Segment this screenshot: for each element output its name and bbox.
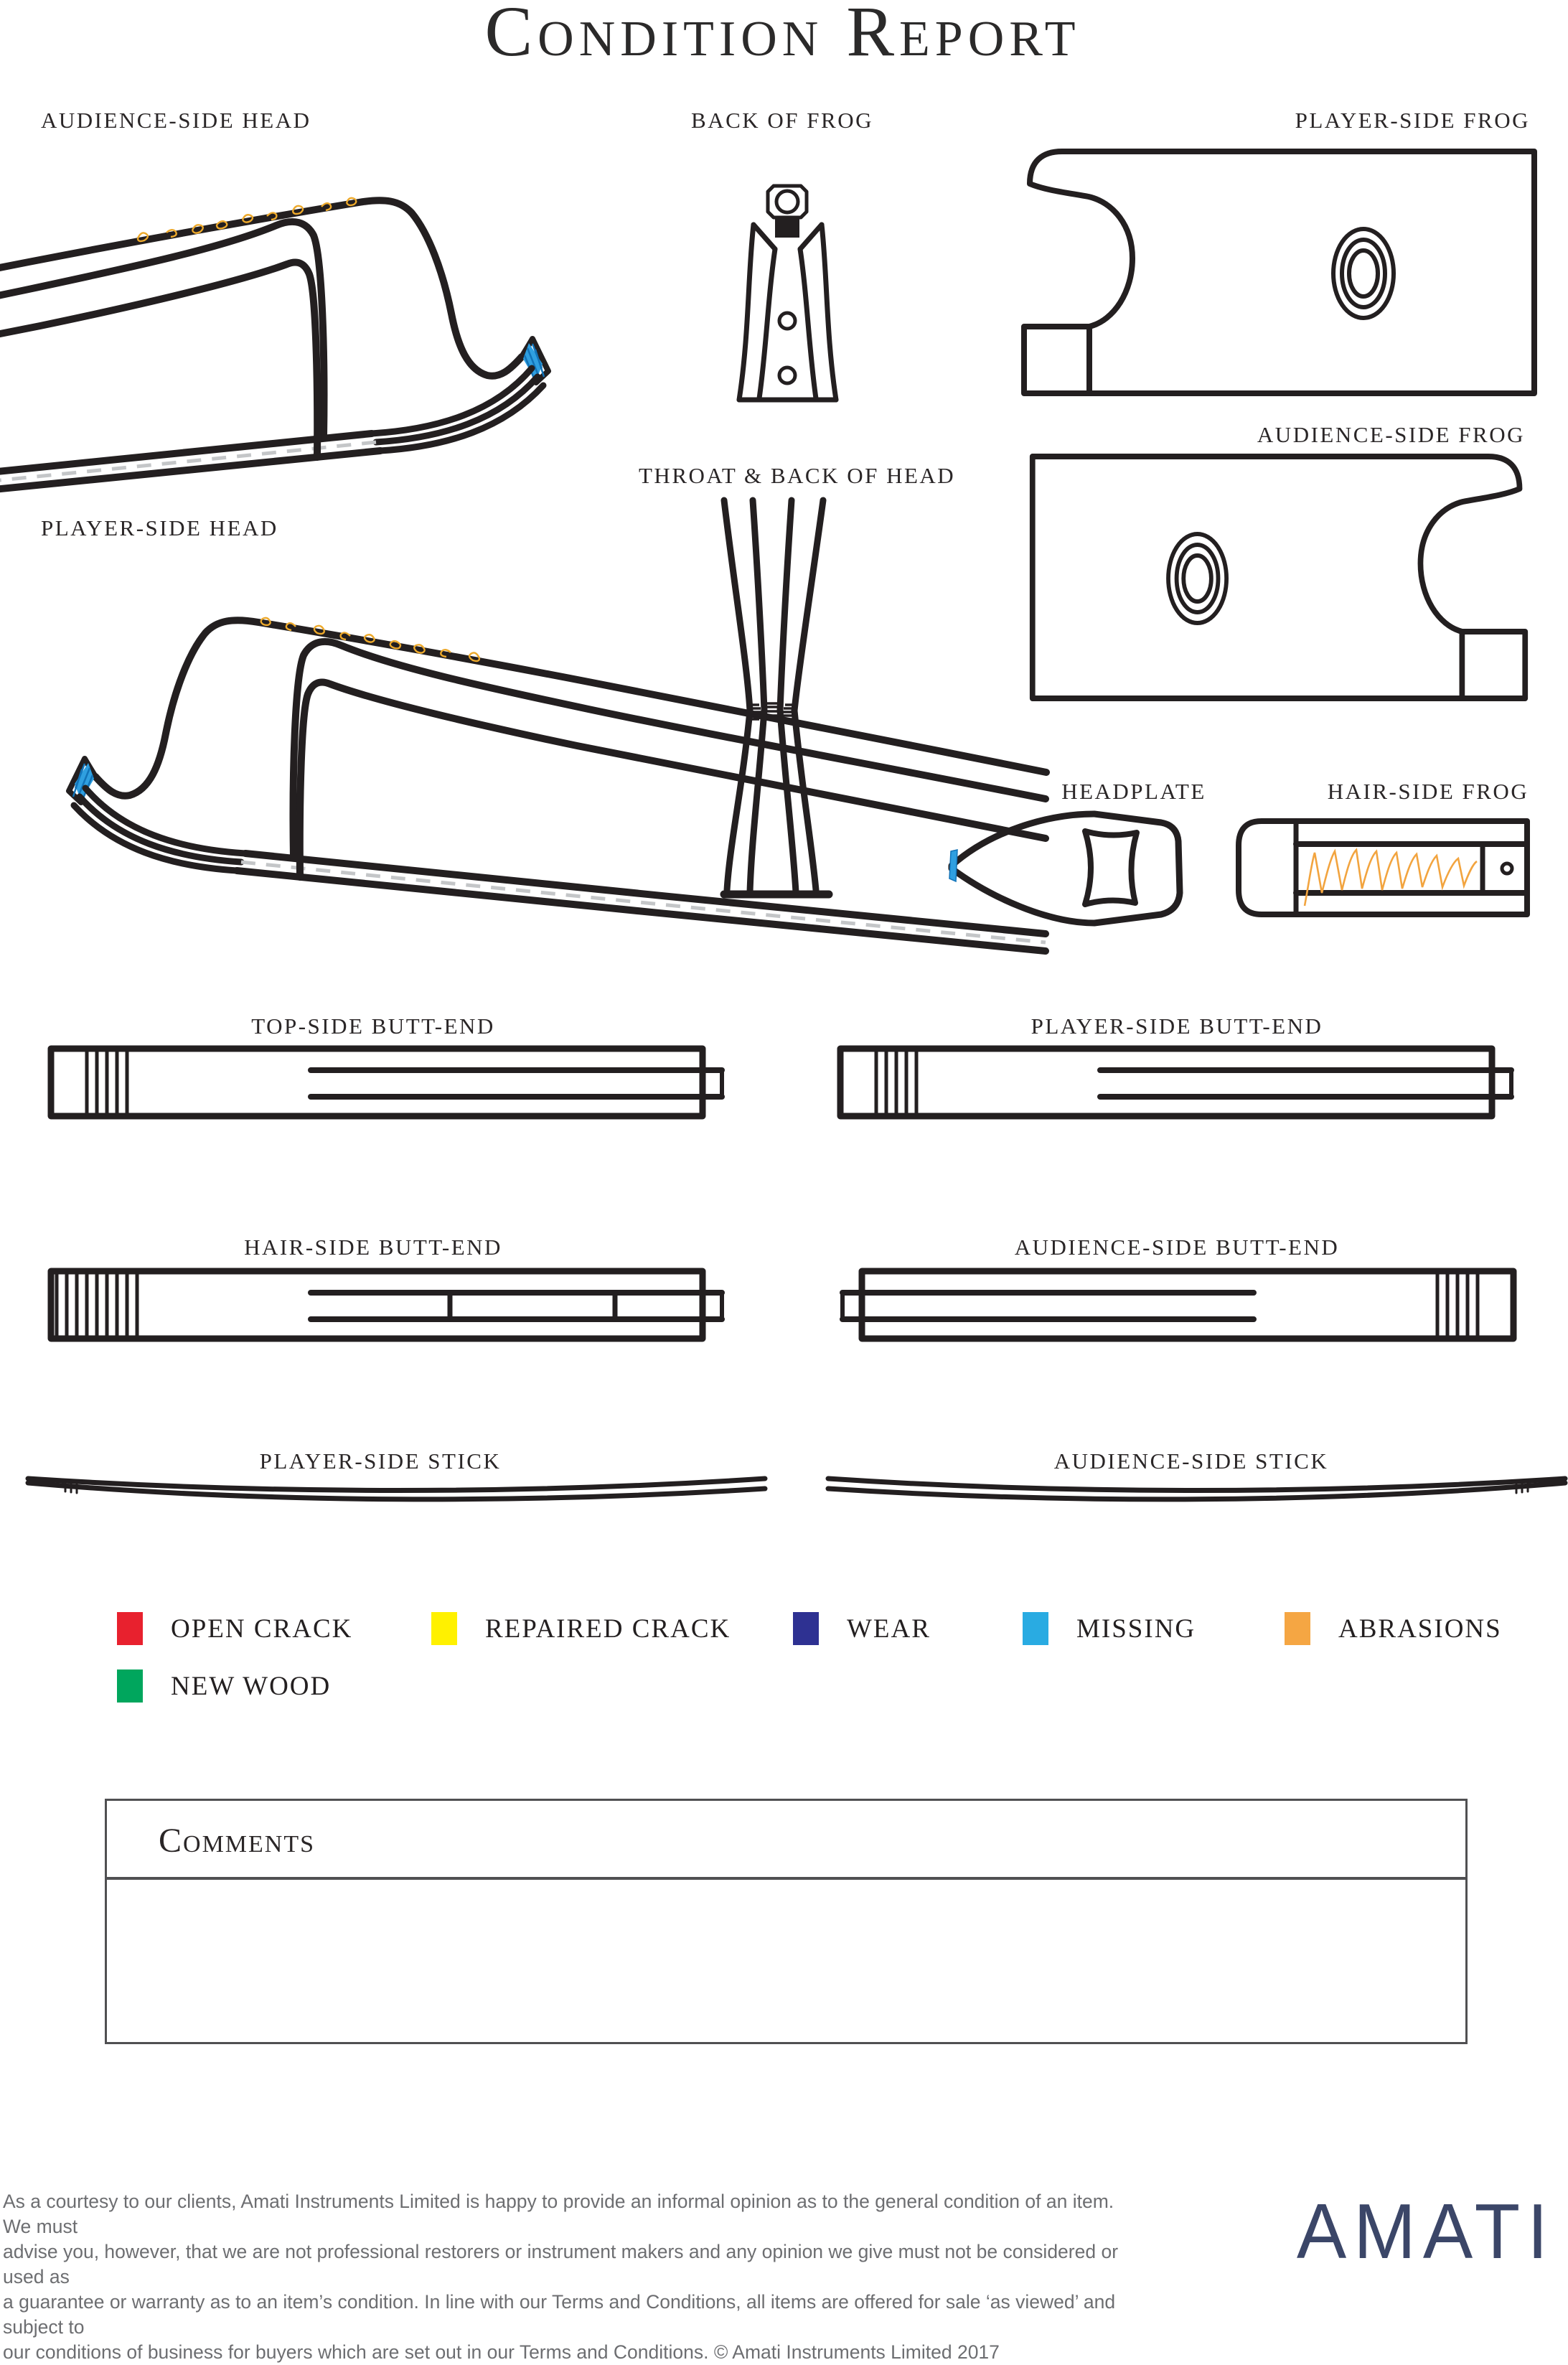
audience-side-frog-drawing (1028, 452, 1530, 703)
top-side-butt-end-drawing (47, 1044, 728, 1122)
label-audience-side-stick: AUDIENCE-SIDE STICK (1053, 1448, 1329, 1474)
audience-side-butt-end-drawing (836, 1267, 1518, 1344)
audience-side-stick-drawing (825, 1473, 1568, 1503)
legend-label: MISSING (1076, 1614, 1196, 1644)
label-hair-side-butt-end: HAIR-SIDE BUTT-END (244, 1235, 502, 1260)
repaired-crack-swatch (431, 1612, 457, 1645)
page-title: Condition Report (484, 0, 1081, 71)
label-hair-side-frog: HAIR-SIDE FROG (1327, 779, 1529, 804)
back-of-frog-drawing (732, 183, 843, 406)
label-player-side-head: PLAYER-SIDE HEAD (41, 515, 278, 540)
abrasions-swatch (1285, 1612, 1310, 1645)
audience-side-head-drawing (29, 140, 581, 477)
comments-title: Comments (159, 1822, 316, 1860)
new-wood-swatch (117, 1669, 143, 1703)
throat-back-of-head-drawing (721, 499, 832, 901)
comments-header (107, 1801, 1465, 1880)
disclaimer-text (3, 2189, 1130, 2365)
comments-field[interactable] (121, 1890, 1449, 2033)
open-crack-swatch (117, 1612, 143, 1645)
label-player-side-stick: PLAYER-SIDE STICK (259, 1448, 502, 1474)
legend-label: OPEN CRACK (171, 1614, 353, 1644)
label-audience-side-head: AUDIENCE-SIDE HEAD (41, 108, 311, 133)
player-side-head-drawing (36, 560, 1048, 897)
label-throat-back-of-head: THROAT & BACK OF HEAD (639, 463, 956, 488)
wear-swatch (793, 1612, 819, 1645)
comments-section (105, 1799, 1468, 2044)
label-player-side-frog: PLAYER-SIDE FROG (1295, 108, 1530, 133)
player-side-stick-drawing (25, 1473, 768, 1503)
label-top-side-butt-end: TOP-SIDE BUTT-END (251, 1013, 495, 1039)
label-player-side-butt-end: PLAYER-SIDE BUTT-END (1031, 1013, 1323, 1039)
hair-side-butt-end-drawing (47, 1267, 728, 1344)
amati-logo: AMATI (1296, 2188, 1555, 2275)
missing-swatch (1023, 1612, 1048, 1645)
headplate-drawing (947, 810, 1198, 928)
player-side-butt-end-drawing (836, 1044, 1518, 1122)
disclaimer-line: As a courtesy to our clients, Amati Instruments Limited is happy to provide an informal opinion as to the general condition of an item. We must (3, 2191, 1114, 2237)
legend-label: NEW WOOD (171, 1672, 332, 1701)
label-audience-side-butt-end: AUDIENCE-SIDE BUTT-END (1014, 1235, 1340, 1260)
label-headplate: HEADPLATE (1061, 779, 1206, 804)
legend-label: REPAIRED CRACK (485, 1614, 731, 1644)
player-side-frog-drawing (1019, 147, 1539, 398)
disclaimer-line: our conditions of business for buyers which are set out in our Terms and Conditions. © Amati Instruments Limited 2017 (3, 2341, 1000, 2363)
hair-side-frog-drawing (1233, 818, 1538, 919)
disclaimer-line: a guarantee or warranty as to an item’s condition. In line with our Terms and Conditions, all items are offered for sale ‘as viewed’ and subject to (3, 2291, 1116, 2338)
label-back-of-frog: BACK OF FROG (691, 108, 873, 133)
label-audience-side-frog: AUDIENCE-SIDE FROG (1257, 422, 1525, 447)
legend-label: WEAR (847, 1614, 931, 1644)
legend-label: ABRASIONS (1338, 1614, 1502, 1644)
disclaimer-line: advise you, however, that we are not professional restorers or instrument makers and any opinion we give must not be considered or used as (3, 2241, 1119, 2287)
